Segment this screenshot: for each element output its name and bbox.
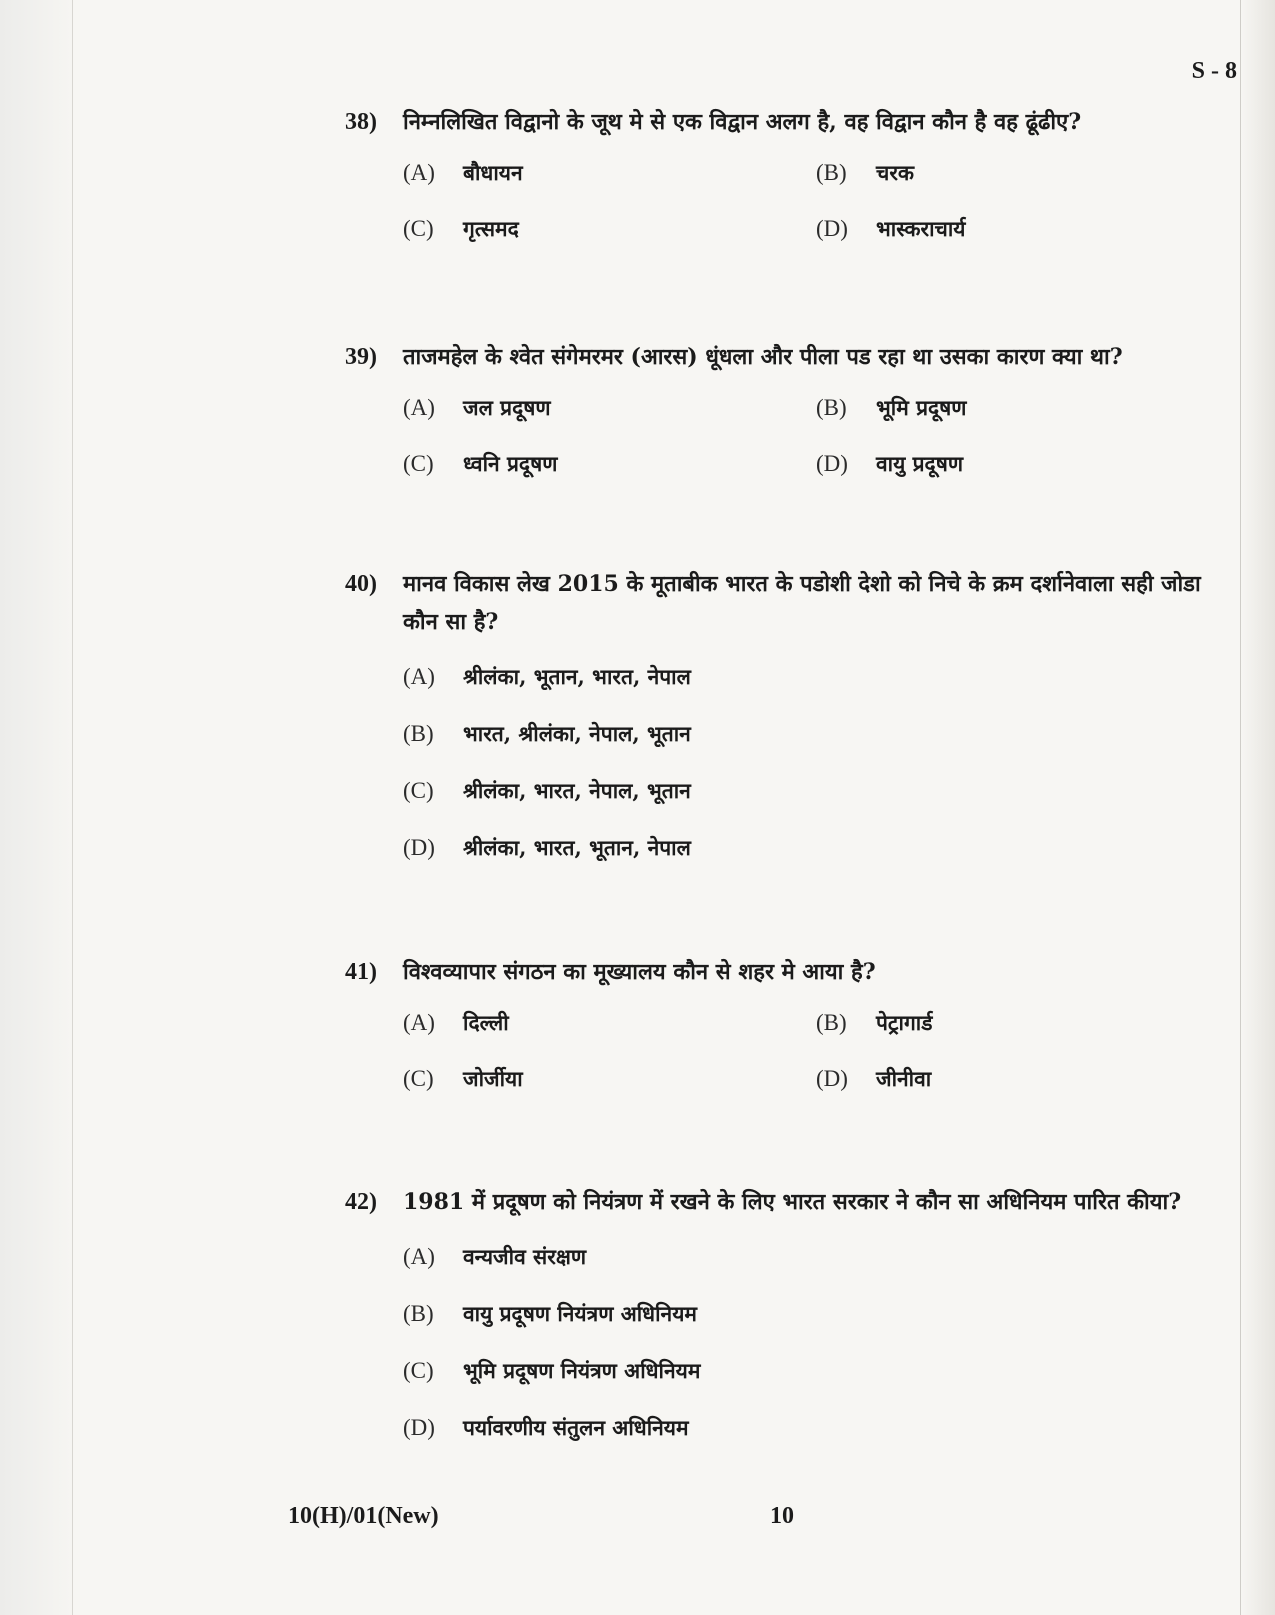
options xyxy=(403,1005,1205,1097)
option-b: (B) वायु प्रदूषण नियंत्रण अधिनियम xyxy=(403,1301,697,1326)
option-a: (A) बौधायन xyxy=(403,160,523,185)
option-b: (B) चरक xyxy=(816,160,915,185)
scan-left-margin xyxy=(0,0,73,1615)
options xyxy=(403,155,1205,247)
option-c: (C) श्रीलंका, भारत, नेपाल, भूतान xyxy=(403,778,691,803)
option-a: (A) वन्यजीव संरक्षण xyxy=(403,1244,587,1269)
question-39 xyxy=(345,338,1205,482)
scan-right-edge xyxy=(1240,0,1275,1615)
options xyxy=(403,1239,1205,1446)
question-number: 40) xyxy=(345,571,377,597)
question-text: निम्नलिखित विद्वानो के जूथ मे से एक विद्वान अलग है, वह विद्वान कौन है वह ढूंढीए? xyxy=(403,109,1082,135)
question-number: 38) xyxy=(345,109,377,135)
question-40 xyxy=(345,565,1205,866)
option-c: (C) जोर्जीया xyxy=(403,1066,523,1091)
question-number: 41) xyxy=(345,959,377,985)
options xyxy=(403,659,1205,866)
option-a: (A) दिल्ली xyxy=(403,1010,509,1035)
question-41 xyxy=(345,953,1205,1097)
question-42 xyxy=(345,1183,1205,1446)
option-d: (D) वायु प्रदूषण xyxy=(816,451,964,476)
option-d: (D) श्रीलंका, भारत, भूतान, नेपाल xyxy=(403,835,691,860)
option-d: (D) पर्यावरणीय संतुलन अधिनियम xyxy=(403,1415,689,1440)
option-c: (C) गृत्समद xyxy=(403,216,519,241)
page-number: 10 xyxy=(770,1503,794,1529)
option-b: (B) भारत, श्रीलंका, नेपाल, भूतान xyxy=(403,721,691,746)
question-text: विश्वव्यापार संगठन का मूख्यालय कौन से शहर मे आया है? xyxy=(403,959,876,985)
paper-code: 10(H)/01(New) xyxy=(288,1503,439,1529)
option-b: (B) पेट्रागार्ड xyxy=(816,1010,933,1035)
option-d: (D) भास्कराचार्य xyxy=(816,216,966,241)
option-c: (C) ध्वनि प्रदूषण xyxy=(403,451,558,476)
question-number: 39) xyxy=(345,344,377,370)
question-text: मानव विकास लेख 2015 के मूताबीक भारत के पडोशी देशो को निचे के क्रम दर्शानेवाला सही जोडा कौन सा है? xyxy=(403,571,1201,635)
question-number: 42) xyxy=(345,1189,377,1215)
options xyxy=(403,390,1205,482)
option-c: (C) भूमि प्रदूषण नियंत्रण अधिनियम xyxy=(403,1358,701,1383)
option-a: (A) श्रीलंका, भूतान, भारत, नेपाल xyxy=(403,664,691,689)
question-38 xyxy=(345,103,1205,247)
page-code: S - 8 xyxy=(1191,58,1237,84)
question-text: ताजमहेल के श्वेत संगेमरमर (आरस) धूंधला और पीला पड रहा था उसका कारण क्या था? xyxy=(403,344,1123,370)
option-d: (D) जीनीवा xyxy=(816,1066,932,1091)
option-a: (A) जल प्रदूषण xyxy=(403,395,551,420)
question-text: 1981 में प्रदूषण को नियंत्रण में रखने के लिए भारत सरकार ने कौन सा अधिनियम पारित कीया? xyxy=(403,1189,1182,1215)
option-b: (B) भूमि प्रदूषण xyxy=(816,395,967,420)
